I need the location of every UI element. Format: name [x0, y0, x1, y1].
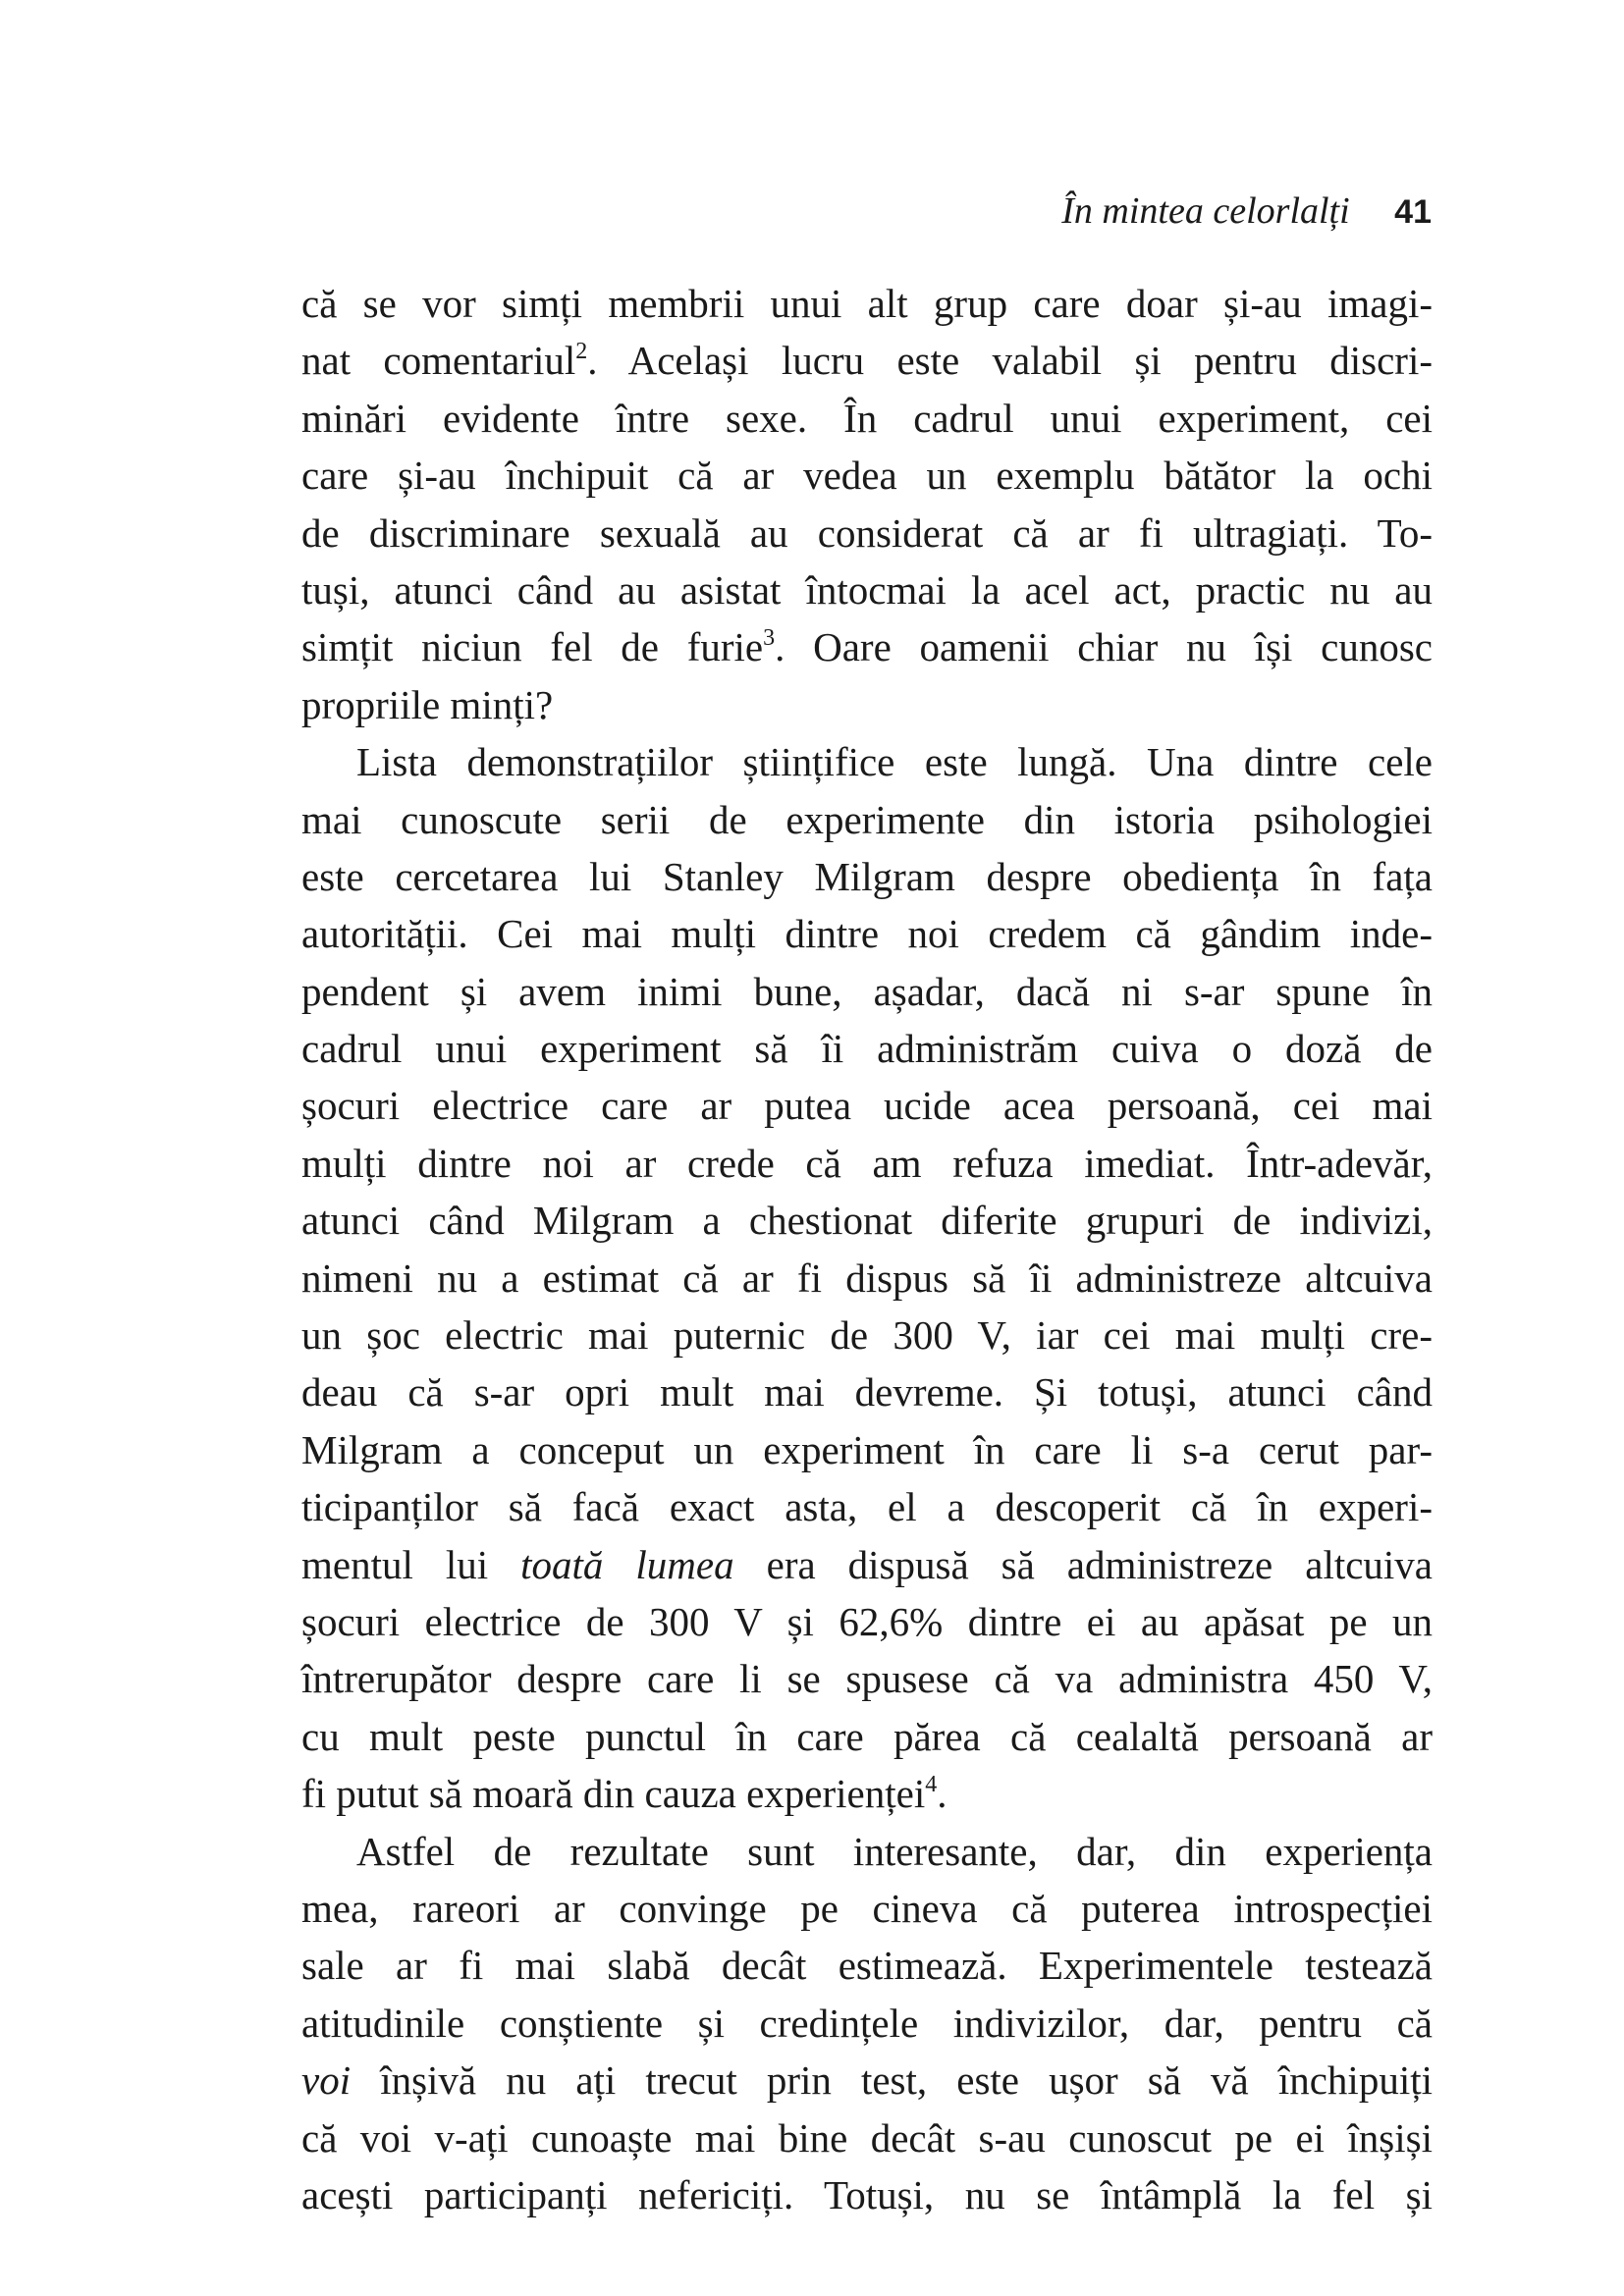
text-span: mulți dintre noi ar crede că am refuza imediat. Într-adevăr, — [301, 1140, 1433, 1186]
text-line — [301, 1020, 1433, 1077]
text-line — [301, 2166, 1433, 2223]
text-line — [301, 1536, 1433, 1593]
text-line — [301, 1192, 1433, 1249]
text-span: că se vor simți membrii unui alt grup care doar și-au imagi- — [301, 281, 1433, 326]
text-span: pendent și avem inimi bune, așadar, dacă ni s-ar spune în — [301, 968, 1433, 1014]
text-span: . Același lucru este valabil și pentru discri- — [587, 338, 1433, 384]
text-span: întrerupător despre care li se spusese că va administra 450 V, — [301, 1656, 1433, 1702]
text-span: nimeni nu a estimat că ar fi dispus să îi administreze altcuiva — [301, 1255, 1433, 1301]
emphasis: toată lumea — [520, 1541, 734, 1587]
text-span: tuși, atunci când au asistat întocmai la acel act, practic nu au — [301, 566, 1433, 613]
text-line — [301, 505, 1433, 561]
text-line — [301, 2109, 1433, 2166]
text-span: nat comentariul — [301, 338, 576, 384]
text-span: șocuri electrice care ar putea ucide acea persoană, cei mai — [301, 1083, 1433, 1129]
text-line — [301, 1135, 1433, 1192]
text-span: Milgram a conceput un experiment în care li s-a cerut par- — [301, 1426, 1433, 1472]
page-number: 41 — [1394, 193, 1432, 231]
text-line — [301, 1765, 1433, 1822]
text-line — [301, 1995, 1433, 2052]
text-span: acești participanți nefericiți. Totuși, nu se întâmplă la fel și — [301, 2171, 1433, 2217]
text-line — [301, 1880, 1433, 1937]
text-line — [301, 1077, 1433, 1134]
text-line — [301, 848, 1433, 905]
body-text — [301, 275, 1433, 2223]
text-line — [301, 963, 1433, 1020]
text-span: propriile minți? — [301, 681, 554, 727]
text-span: . — [937, 1771, 947, 1817]
text-line — [301, 1708, 1433, 1765]
text-span: cu mult peste punctul în care părea că cealaltă persoană ar — [301, 1713, 1433, 1759]
text-line — [301, 1421, 1433, 1478]
text-line — [301, 447, 1433, 504]
text-line — [301, 1307, 1433, 1363]
text-span: mea, rareori ar convinge pe cineva că puterea introspecției — [301, 1885, 1433, 1931]
text-line — [301, 332, 1433, 389]
text-line — [301, 676, 1433, 733]
running-header — [1061, 187, 1432, 237]
text-span: de discriminare sexuală au considerat că ar fi ultragiați. To- — [301, 509, 1433, 556]
running-title: În mintea celorlalți — [1061, 190, 1350, 232]
text-span: atunci când Milgram a chestionat diferite grupuri de indivizi, — [301, 1198, 1433, 1244]
text-line — [301, 390, 1433, 447]
text-span: Lista demonstrațiilor științifice este lungă. Una dintre cele — [356, 739, 1433, 785]
footnote-ref: 3 — [763, 625, 776, 652]
text-span: un șoc electric mai puternic de 300 V, iar cei mai mulți cre- — [301, 1312, 1433, 1359]
text-span: mai cunoscute serii de experimente din istoria psihologiei — [301, 796, 1433, 842]
text-span: Astfel de rezultate sunt interesante, dar, din experiența — [356, 1828, 1433, 1874]
text-line — [301, 1478, 1433, 1535]
text-span: fi putut să moară din cauza experienței — [301, 1771, 926, 1817]
text-span: înșivă nu ați trecut prin test, este ușor să vă închipuiți — [351, 2057, 1433, 2104]
text-span: sale ar fi mai slabă decât estimează. Experimentele testează — [301, 1943, 1433, 1989]
text-line — [301, 733, 1433, 790]
text-line — [301, 275, 1433, 332]
text-line — [301, 2052, 1433, 2109]
footnote-ref: 2 — [575, 339, 588, 365]
text-line — [301, 905, 1433, 962]
text-span: autorității. Cei mai mulți dintre noi credem că gândim inde- — [301, 911, 1433, 957]
text-span: este cercetarea lui Stanley Milgram despre obediența în fața — [301, 853, 1433, 899]
text-line — [301, 1363, 1433, 1420]
text-line — [301, 1650, 1433, 1707]
text-span: că voi v-ați cunoaște mai bine decât s-au cunoscut pe ei înșiși — [301, 2114, 1433, 2161]
text-span: simțit niciun fel de furie — [301, 624, 764, 670]
text-span: atitudinile conștiente și credințele indivizilor, dar, pentru că — [301, 2000, 1433, 2046]
text-span: minări evidente între sexe. În cadrul unui experiment, cei — [301, 395, 1433, 441]
text-span: șocuri electrice de 300 V și 62,6% dintre ei au apăsat pe un — [301, 1598, 1433, 1644]
text-line — [301, 1593, 1433, 1650]
text-span: deau că s-ar opri mult mai devreme. Și totuși, atunci când — [301, 1369, 1433, 1415]
text-line — [301, 618, 1433, 675]
text-span: era dispusă să administreze altcuiva — [733, 1541, 1434, 1587]
text-span: cadrul unui experiment să îi administrăm cuiva o doză de — [301, 1026, 1433, 1072]
text-span: care și-au închipuit că ar vedea un exemplu bătător la ochi — [301, 453, 1433, 499]
text-line — [301, 1250, 1433, 1307]
text-line — [301, 561, 1433, 618]
text-line — [301, 1823, 1433, 1880]
text-span: . Oare oamenii chiar nu își cunosc — [775, 624, 1433, 670]
emphasis: voi — [301, 2057, 352, 2104]
footnote-ref: 4 — [925, 1772, 938, 1798]
text-span: ticipanților să facă exact asta, el a descoperit că în experi- — [301, 1484, 1433, 1530]
text-span: mentul lui — [301, 1541, 521, 1587]
text-line — [301, 1937, 1433, 1994]
text-line — [301, 791, 1433, 848]
